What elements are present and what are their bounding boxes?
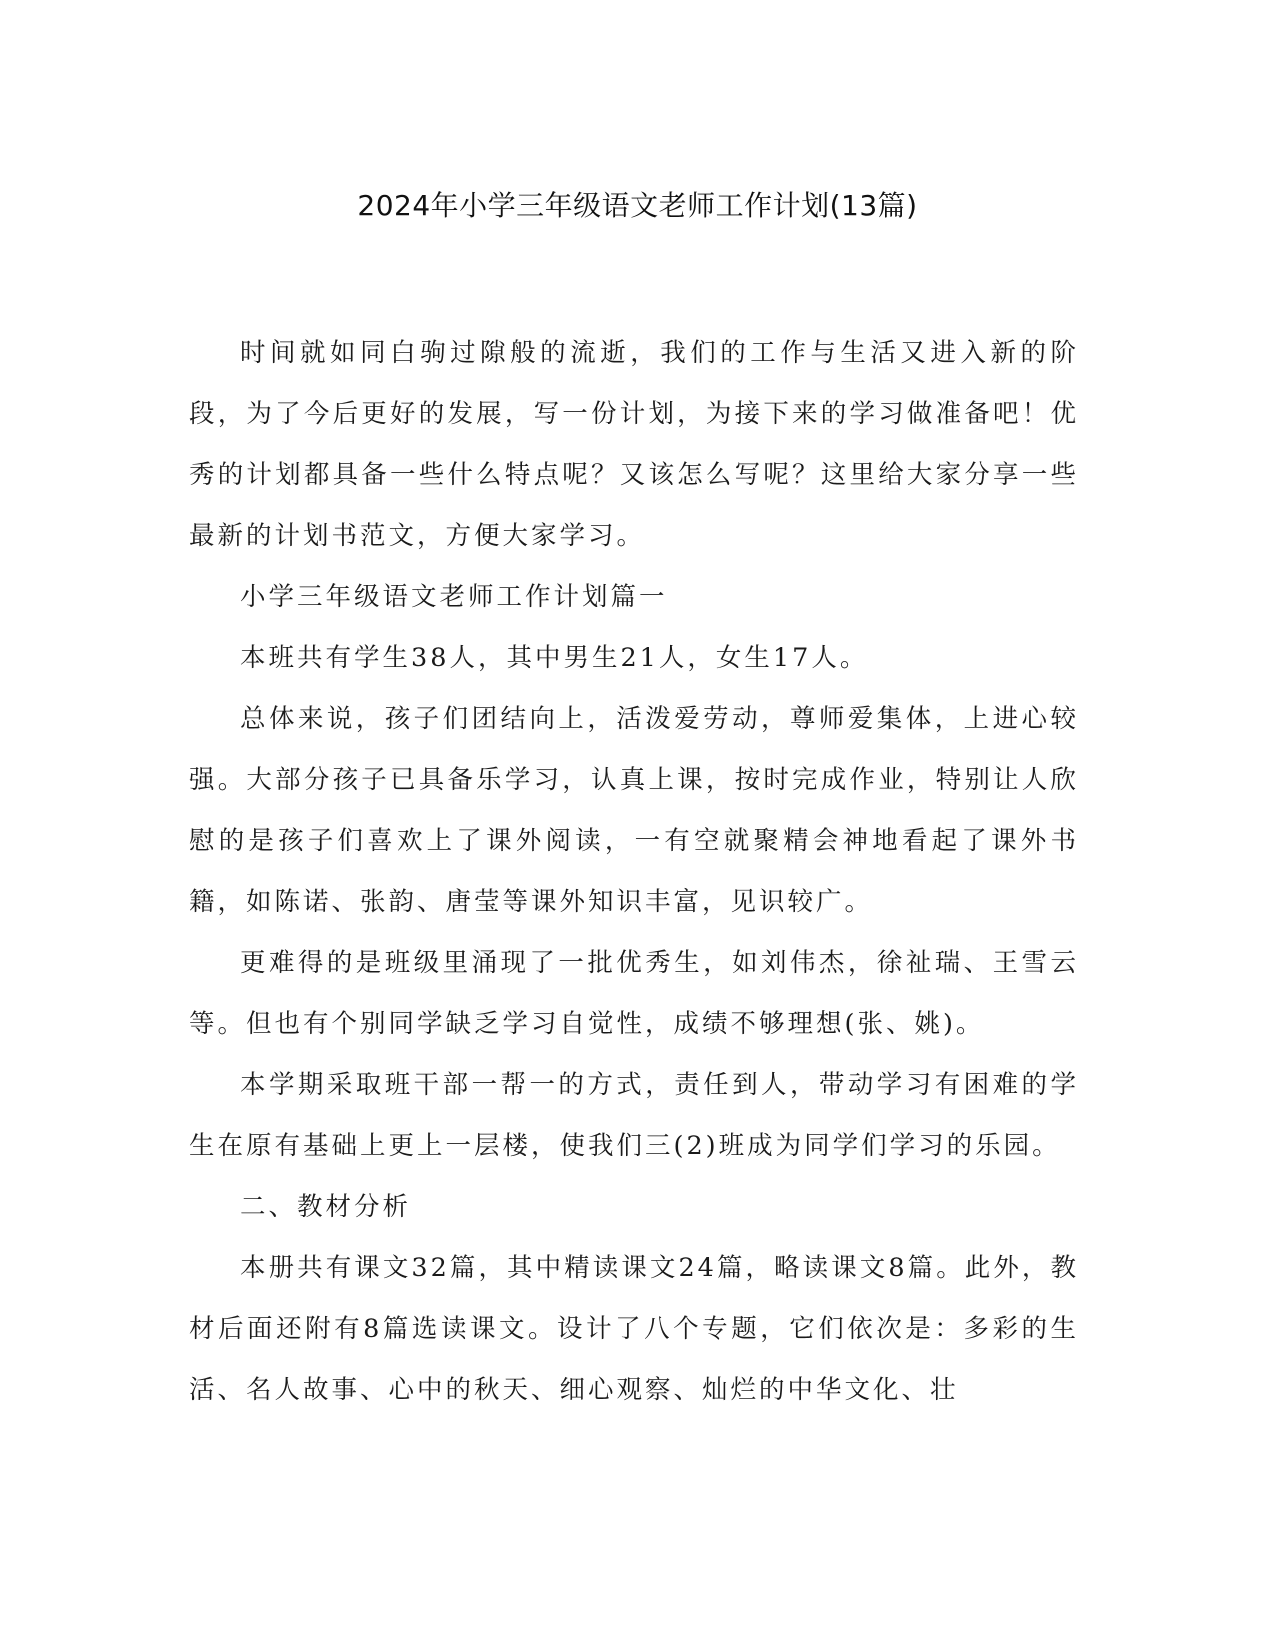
document-body [189, 323, 1079, 1421]
semester-plan-paragraph: 本学期采取班干部一帮一的方式，责任到人，带动学习有困难的学生在原有基础上更上一层楼，使我们三(2)班成为同学们学习的乐园。 [189, 1070, 1079, 1161]
section-heading-textbook-analysis: 二、教材分析 [240, 1192, 412, 1222]
excellent-students-paragraph: 更难得的是班级里涌现了一批优秀生，如刘伟杰，徐祉瑞、王雪云等。但也有个别同学缺乏学习自觉性，成绩不够理想(张、姚)。 [189, 948, 1079, 1039]
textbook-paragraph: 本册共有课文32篇，其中精读课文24篇，略读课文8篇。此外，教材后面还附有8篇选读课文。设计了八个专题，它们依次是：多彩的生活、名人故事、心中的秋天、细心观察、灿烂的中华文化、壮 [189, 1253, 1079, 1405]
section-heading-part-one: 小学三年级语文老师工作计划篇一 [240, 582, 668, 612]
document-title: 2024年小学三年级语文老师工作计划(13篇) [357, 189, 918, 222]
intro-paragraph: 时间就如同白驹过隙般的流逝，我们的工作与生活又进入新的阶段，为了今后更好的发展，写一份计划，为接下来的学习做准备吧！优秀的计划都具备一些什么特点呢？又该怎么写呢？这里给大家分享一些最新的计划书范文，方便大家学习。 [189, 338, 1079, 551]
overall-paragraph: 总体来说，孩子们团结向上，活泼爱劳动，尊师爱集体，上进心较强。大部分孩子已具备乐学习，认真上课，按时完成作业，特别让人欣慰的是孩子们喜欢上了课外阅读，一有空就聚精会神地看起了课外书籍，如陈诺、张韵、唐莹等课外知识丰富，见识较广。 [189, 704, 1079, 917]
class-size-paragraph: 本班共有学生38人，其中男生21人，女生17人。 [240, 643, 869, 673]
